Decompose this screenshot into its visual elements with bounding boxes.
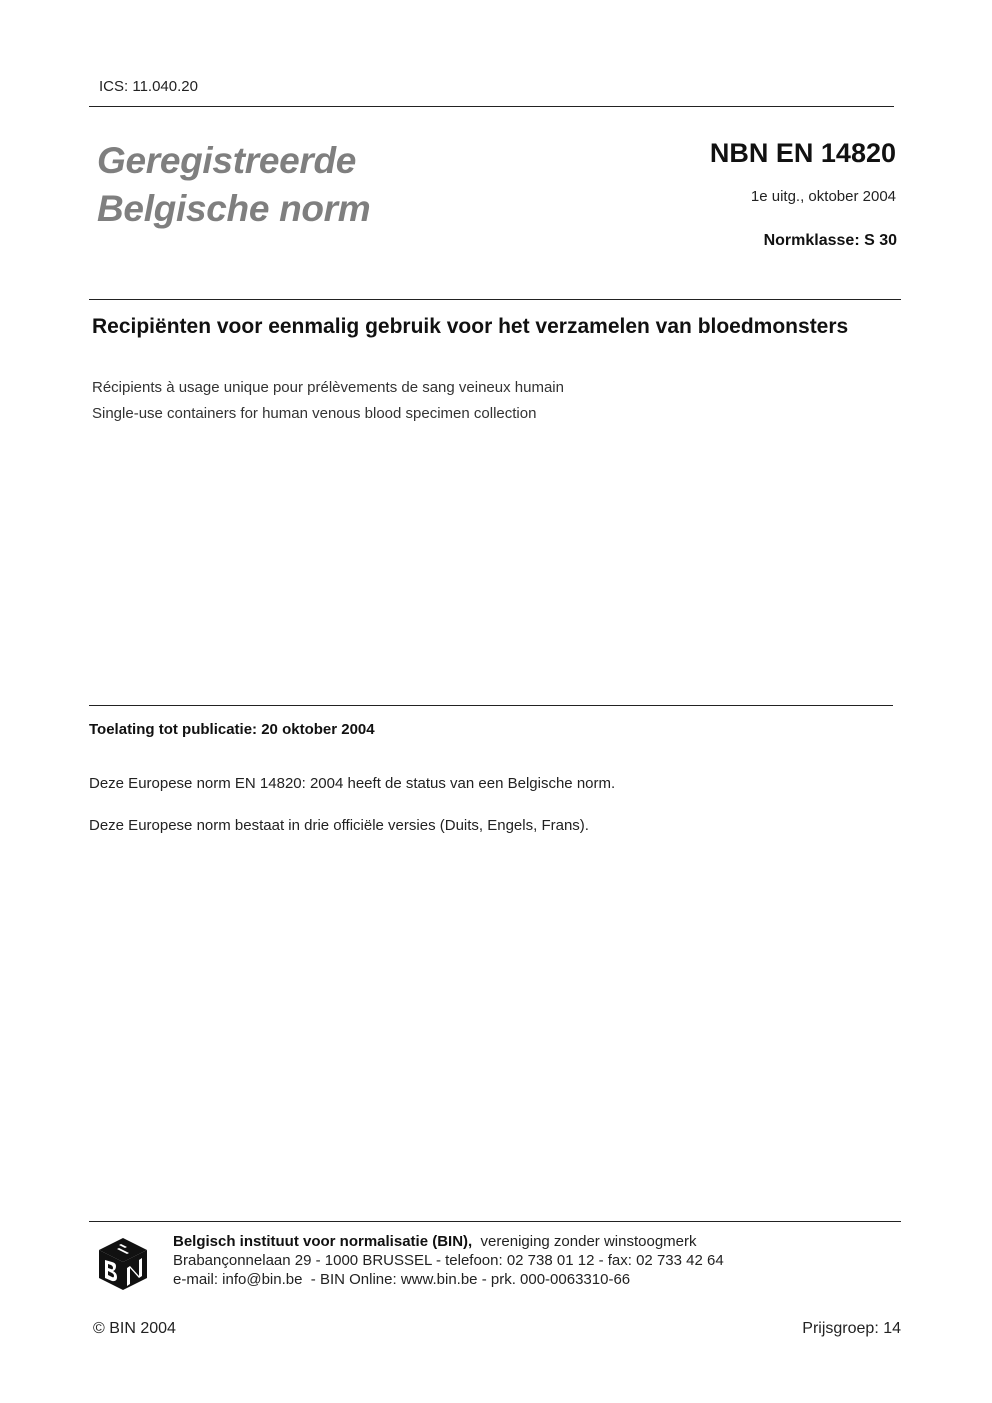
- norm-class: Normklasse: S 30: [763, 232, 897, 249]
- registered-belgian-norm-title: [97, 137, 370, 233]
- footer-top-rule: [89, 1221, 901, 1222]
- bin-logo-icon: [97, 1236, 149, 1292]
- title-dutch: Recipiënten voor eenmalig gebruik voor het verzamelen van bloedmonsters: [92, 315, 849, 338]
- body-top-rule: [89, 705, 893, 706]
- price-group: Prijsgroep: 14: [802, 1320, 901, 1337]
- edition-date: 1e uitg., oktober 2004: [750, 188, 896, 205]
- registered-title-line2: Belgische norm: [97, 188, 371, 229]
- institute-name: Belgisch instituut voor normalisatie (BIN),: [173, 1233, 473, 1250]
- publication-approval: Toelating tot publicatie: 20 oktober 2004: [89, 721, 375, 738]
- status-paragraph: Deze Europese norm EN 14820: 2004 heeft de status van een Belgische norm.: [89, 775, 616, 792]
- institute-address: Brabançonnelaan 29 - 1000 BRUSSEL - telefoon: 02 738 01 12 - fax: 02 733 42 64: [173, 1252, 724, 1269]
- institute-contact: e-mail: info@bin.be - BIN Online: www.bin.be - prk. 000-0063310-66: [173, 1271, 631, 1288]
- standard-number: NBN EN 14820: [709, 138, 896, 168]
- institute-line: [173, 1232, 724, 1251]
- institute-contact-block: [173, 1232, 724, 1289]
- title-top-rule: [89, 299, 901, 300]
- registered-title-line1: Geregistreerde: [97, 140, 357, 181]
- versions-paragraph: Deze Europese norm bestaat in drie officiële versies (Duits, Engels, Frans).: [89, 817, 589, 834]
- header-top-rule: [89, 106, 894, 107]
- title-french: Récipients à usage unique pour prélèvements de sang veineux humain: [92, 379, 564, 396]
- copyright: © BIN 2004: [93, 1320, 176, 1337]
- institute-type: vereniging zonder winstoogmerk: [480, 1233, 697, 1250]
- title-english: Single-use containers for human venous blood specimen collection: [92, 405, 537, 422]
- ics-code: ICS: 11.040.20: [99, 78, 198, 95]
